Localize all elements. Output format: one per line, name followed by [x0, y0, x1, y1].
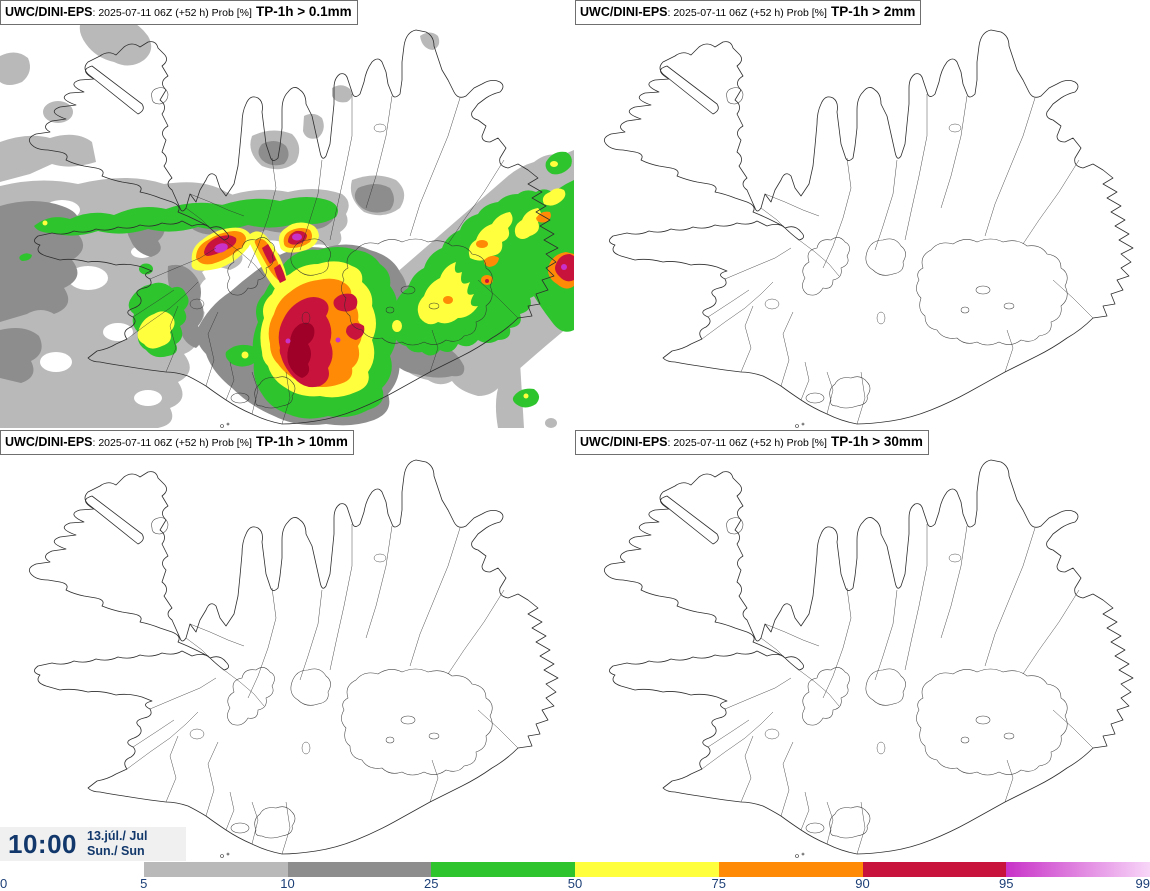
panel-title-box	[575, 430, 929, 455]
colorbar-segment	[431, 862, 575, 877]
colorbar-tick-label: 5	[140, 876, 148, 891]
model-label: UWC/DINI-EPS	[580, 5, 668, 19]
colorbar-segment	[863, 862, 1007, 877]
run-meta-label: : 2025-07-11 06Z (+52 h) Prob [%]	[92, 437, 252, 449]
run-meta-label: : 2025-07-11 06Z (+52 h) Prob [%]	[92, 7, 252, 19]
panel-tp1h-0.1mm	[0, 0, 575, 430]
map-canvas-0.1mm	[0, 0, 575, 430]
valid-time-box	[0, 827, 186, 861]
colorbar-tick-label: 75	[711, 876, 726, 891]
threshold-label: TP-1h > 30mm	[830, 434, 923, 449]
panel-title-box	[575, 0, 921, 25]
model-label: UWC/DINI-EPS	[5, 5, 93, 19]
valid-date	[87, 829, 147, 859]
map-canvas-10mm	[0, 430, 575, 860]
threshold-label: TP-1h > 10mm	[255, 434, 348, 449]
colorbar-tick-label: 99	[1135, 876, 1150, 891]
colorbar-tick-label: 0	[0, 876, 8, 891]
model-label: UWC/DINI-EPS	[5, 435, 93, 449]
colorbar-segment	[575, 862, 719, 877]
panel-title-box	[0, 430, 354, 455]
colorbar-tick-label: 90	[855, 876, 870, 891]
colorbar-segment	[719, 862, 863, 877]
colorbar-segment	[144, 862, 288, 877]
panel-tp1h-30mm	[575, 430, 1150, 860]
probability-colorbar	[0, 862, 1150, 877]
map-canvas-2mm	[575, 0, 1150, 430]
model-label: UWC/DINI-EPS	[580, 435, 668, 449]
colorbar-segment	[288, 862, 432, 877]
colorbar-segment	[1006, 862, 1150, 877]
run-meta-label: : 2025-07-11 06Z (+52 h) Prob [%]	[667, 437, 827, 449]
colorbar-segment	[0, 862, 144, 877]
valid-time: 10:00	[8, 828, 77, 859]
valid-date-line1: 13.júl./ Jul	[87, 829, 148, 843]
colorbar-tick-label: 95	[999, 876, 1014, 891]
run-meta-label: : 2025-07-11 06Z (+52 h) Prob [%]	[667, 7, 827, 19]
threshold-label: TP-1h > 0.1mm	[255, 4, 352, 19]
panel-title-box	[0, 0, 358, 25]
map-canvas-30mm	[575, 430, 1150, 860]
colorbar-tick-labels	[0, 877, 1150, 891]
colorbar-tick-label: 50	[567, 876, 583, 891]
panel-tp1h-2mm	[575, 0, 1150, 430]
panel-tp1h-10mm	[0, 430, 575, 860]
valid-date-line2: Sun./ Sun	[87, 844, 145, 858]
colorbar-tick-label: 25	[424, 876, 439, 891]
colorbar-tick-label: 10	[280, 876, 295, 891]
threshold-label: TP-1h > 2mm	[830, 4, 916, 19]
